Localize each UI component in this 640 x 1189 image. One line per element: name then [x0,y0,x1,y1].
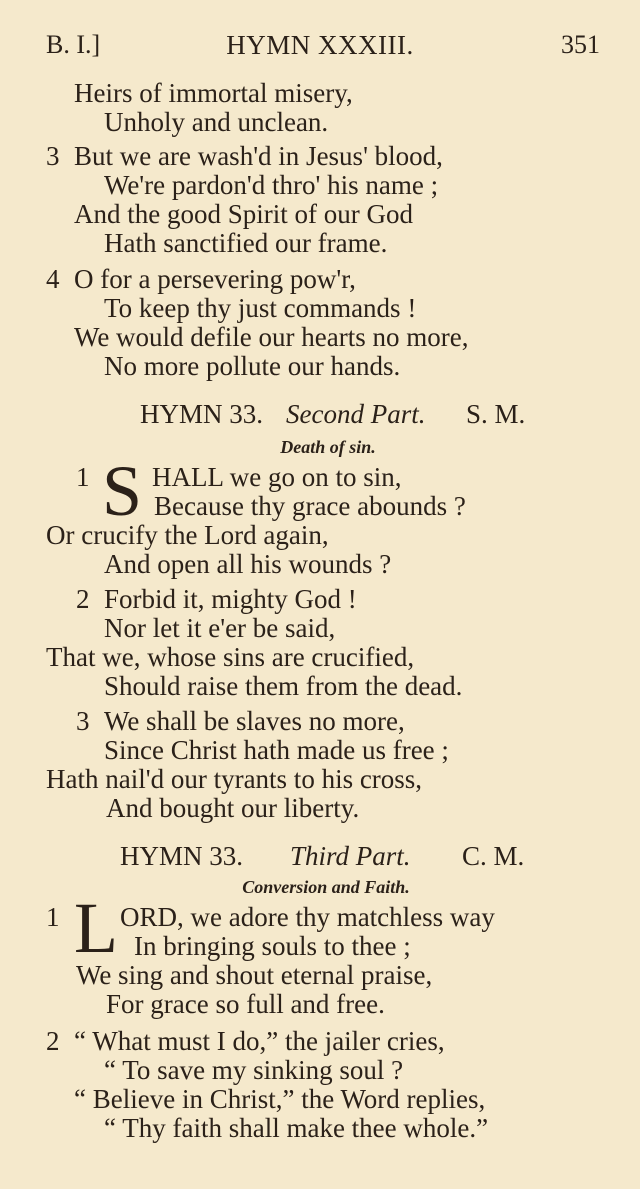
stanza-number: 3 [46,141,60,171]
hymn-meter: S. M. [466,399,526,429]
verse-line: Unholy and unclean. [104,107,329,137]
stanza-number: 4 [46,264,60,294]
verse-line: “ To save my sinking soul ? [104,1055,404,1085]
drop-cap: L [74,888,118,968]
verse-line: We sing and shout eternal praise, [76,960,433,990]
verse-line: O for a persevering pow'r, [74,264,356,294]
verse-line: HALL we go on to sin, [152,462,402,492]
page-number: 351 [561,30,600,59]
stanza-number: 1 [76,462,90,492]
stanza-number: 2 [46,1026,60,1056]
verse-line: Because thy grace abounds ? [154,491,466,521]
verse-line: And the good Spirit of our God [74,199,413,229]
verse-line: ORD, we adore thy matchless way [120,902,495,932]
book-reference: B. I.] [46,30,101,59]
verse-line: Nor let it e'er be said, [104,613,336,643]
hymn-part: Third Part. [290,841,411,871]
verse-line: “ What must I do,” the jailer cries, [74,1026,445,1056]
verse-line: We shall be slaves no more, [104,706,405,736]
verse-line: That we, whose sins are crucified, [46,642,415,672]
verse-line: “ Believe in Christ,” the Word replies, [74,1084,486,1114]
stanza-number: 3 [76,706,90,736]
running-header [0,30,640,66]
hymn-number: HYMN 33. [120,841,244,871]
stanza-number: 2 [76,584,90,614]
hymn-meter: C. M. [462,841,525,871]
running-title: HYMN XXXIII. [226,30,414,60]
verse-line: Should raise them from the dead. [104,671,463,701]
verse-line: To keep thy just commands ! [104,293,417,323]
verse-line: We would defile our hearts no more, [74,322,469,352]
hymn-part: Second Part. [286,399,426,429]
verse-line: Forbid it, mighty God ! [104,584,357,614]
hymn-number: HYMN 33. [140,399,264,429]
verse-line: We're pardon'd thro' his name ; [104,170,439,200]
drop-cap: S [102,451,143,531]
verse-line: Hath sanctified our frame. [104,228,388,258]
verse-line: In bringing souls to thee ; [134,931,411,961]
verse-line: Since Christ hath made us free ; [104,735,449,765]
verse-line: Or crucify the Lord again, [46,520,329,550]
verse-line: For grace so full and free. [106,989,385,1019]
verse-line: Heirs of immortal misery, [74,78,353,108]
verse-line: No more pollute our hands. [104,351,401,381]
verse-line: And open all his wounds ? [104,549,392,579]
stanza-number: 1 [46,902,60,932]
verse-line: But we are wash'd in Jesus' blood, [74,141,443,171]
verse-line: Hath nail'd our tyrants to his cross, [46,764,423,794]
hymn-subtitle: Conversion and Faith. [242,877,410,897]
verse-line: “ Thy faith shall make thee whole.” [104,1113,489,1143]
verse-line: And bought our liberty. [106,793,360,823]
hymn-subtitle: Death of sin. [280,437,376,457]
